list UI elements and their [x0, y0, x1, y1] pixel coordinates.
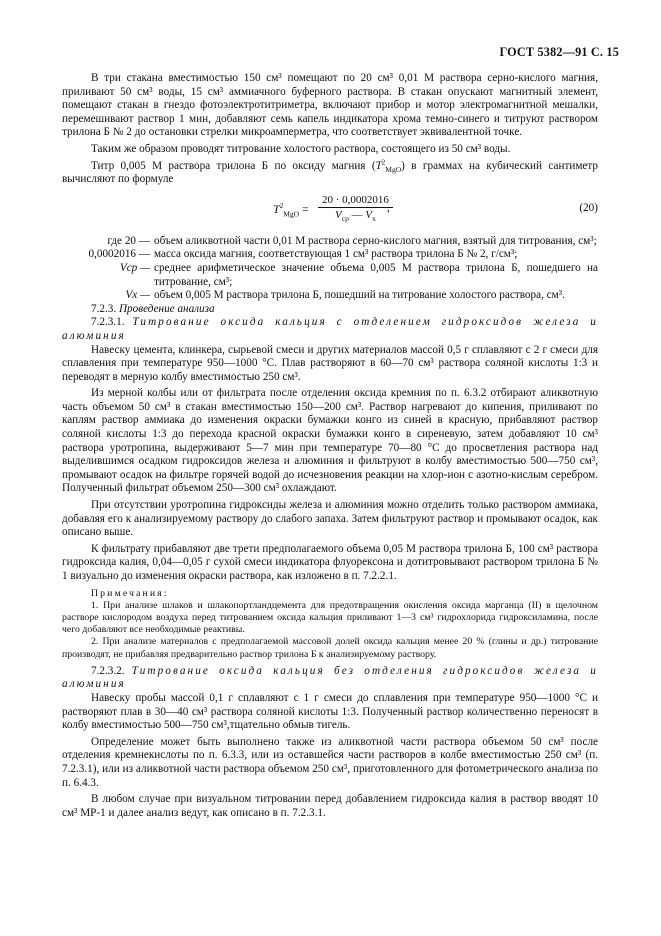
formula-lhs: $T^2_{MgO}$ =	[273, 201, 309, 219]
section-7-2-3-2-heading: 7.2.3.2. Титрование оксида кальция без отделения гидроксидов железа и алюминия	[62, 664, 598, 691]
paragraph-no-urotropin: При отсутствии уротропина гидроксиды железа и алюминия можно отделить только раствором аммиака, добавляя его к анализируемому раствору до слабого запаха. Затем фильтруют раствор и промывают осадок, как описано выше.	[62, 499, 598, 539]
formula-definitions	[62, 235, 598, 303]
formula-numerator: 20 · 0,0002016	[318, 193, 393, 208]
definition-row: 0,0002016 — масса оксида магния, соответствующая 1 см³ раствора трилона Б № 2, г/см³;	[88, 248, 518, 261]
paragraph-aliquot-procedure: Из мерной колбы или от фильтрата после отделения оксида кремния по п. 6.3.2 отбирают аликвотную часть объемом 50 см³ в стакан вместимостью 150—200 см³. Раствор нагревают до кипения, приливают по каплям раствор аммиака до изменения окраски бумажки конго из синей в красную, прибавляют раствор соляной кислоты 1:3 до перехода красной окраски бумажки конго в сиреневую, затем добавляют 10 см³ раствора уротропина, выдерживают 5—7 мин при температуре 70—80 °С до просветления раствора над выделившимся осадком гидроксидов железа и алюминия и фильтруют в колбу вместимостью 500—750 см³, промывают осадок на фильтре горячей водой до исчезновения реакции на хлор-ион с азотно-кислым серебром. Полученный фильтрат объемом 250—300 см³ охлаждают.	[62, 387, 598, 495]
definition-row: Vср — среднее арифметическое значение объема 0,005 М раствора трилона Б, пошедшего на титрование, см³;	[119, 261, 598, 288]
paragraph-titration-setup: В три стакана вместимостью 150 см³ помещают по 20 см³ 0,01 М раствора серно-кислого магния, приливают 50 см³ воды, 15 см³ аммиачного буферного раствора. В стакан опускают магнитный элемент, помещают стакан в гнездо фотоэлектротитриметра, включают прибор и мотор электромагнитной мешалки, перемешивают раствор 1 мин, добавляют семь капель индикатора хрома темно-синего и титруют раствором трилона Б № 2 до остановки стрелки микроамперметра, что соответствует эквивалентной точке.	[62, 72, 598, 139]
paragraph-titer-intro: Титр 0,005 М раствора трилона Б по оксиду магния $(T^2_{MgO})$ в граммах на кубический сантиметр вычисляют по формуле	[62, 157, 599, 186]
definition-row: Vх — объем 0,005 М раствора трилона Б, пошедший на титрование холостого раствора, см³.	[125, 289, 565, 302]
paragraph-blank-titration: Таким же образом проводят титрование холостого раствора, состоящего из 50 см³ воды.	[91, 142, 511, 155]
formula-fraction	[318, 193, 393, 223]
page-header: ГОСТ 5382—91 С. 15	[499, 45, 619, 59]
paragraph-sample-dissolution: Навеску пробы массой 0,1 г сплавляют с 1 г смеси до сплавления при температуре 950—1000 °С и растворяют плав в 30—40 см³ раствора соляной кислоты 1:3. Полученный раствор количественно переносят в колбу вместимостью 500—750 см³,тщательно обмыв тигель.	[62, 692, 598, 732]
paragraph-visual-titration: В любом случае при визуальном титровании перед добавлением гидроксида калия в раствор вводят 10 см³ МР-1 и далее анализ ведут, как описано в п. 7.2.3.1.	[62, 793, 598, 819]
document-body	[62, 72, 598, 820]
formula-number: (20)	[579, 201, 598, 214]
paragraph-sample-fusion: Навеску цемента, клинкера, сырьевой смеси и других материалов массой 0,5 г сплавляют с 2 г смеси для сплавления при температуре 950—1000 °С. Плав растворяют в 60—70 см³ раствора соляной кислоты 1:3 и переводят в мерную колбу вместимостью 250 см³.	[62, 343, 598, 383]
formula-denominator: $V_{ср}$ — $V_х$	[335, 208, 376, 223]
section-7-2-3-1-heading: 7.2.3.1. Титрование оксида кальция с отделением гидроксидов железа и алюминия	[62, 316, 598, 342]
note-2: 2. При анализе материалов с предполагаемой массовой долей оксида кальция менее 20 % (глины и др.) титрование производят, не прибавляя предварительно раствор трилона Б к анализируемому раствору.	[62, 636, 598, 660]
paragraph-alternative-aliquot: Определение может быть выполнено также из аликвотной части раствора объемом 50 см³ после отделения кремнекислоты по п. 6.3.3, или из оставшейся части растворов в колбе вместимостью 250 см³ (п. 7.2.3.1), или из аликвотной части раствора объемом 250 см³, приготовленного для фотометрического анализа по п. 6.4.3.	[62, 735, 598, 789]
definition-row: где 20 — объем аликвотной части 0,01 М раствора серно-кислого магния, взятый для титрования, см³;	[107, 234, 597, 247]
paragraph-filtrate-titration: К фильтрату прибавляют две трети предполагаемого объема 0,05 М раствора трилона Б, 100 см³ раствора гидроксида калия, 0,04—0,05 г сухой смеси индикатора флуорексона и дотитровывают раствором трилона Б № 1 визуально до изменения окраски раствора, как изложено в п. 7.2.2.1.	[62, 542, 598, 582]
section-7-2-3-heading: 7.2.3. Проведение анализа	[91, 302, 215, 315]
formula-20: $T^2_{MgO}$ = 20 · 0,0002016 $V_{ср}$ — $V_х$ , (20)	[273, 193, 598, 223]
notes-title: Примечания:	[91, 587, 169, 599]
note-1: 1. При анализе шлаков и шлакопортландцемента для предотвращения окисления оксида марганца (II) в щелочном растворе кислородом воздуха перед титрованием оксида кальция приливают 1—3 см³ гидрохлорида гидроксиламина, после чего добавляют все необходимые реактивы.	[62, 599, 598, 636]
